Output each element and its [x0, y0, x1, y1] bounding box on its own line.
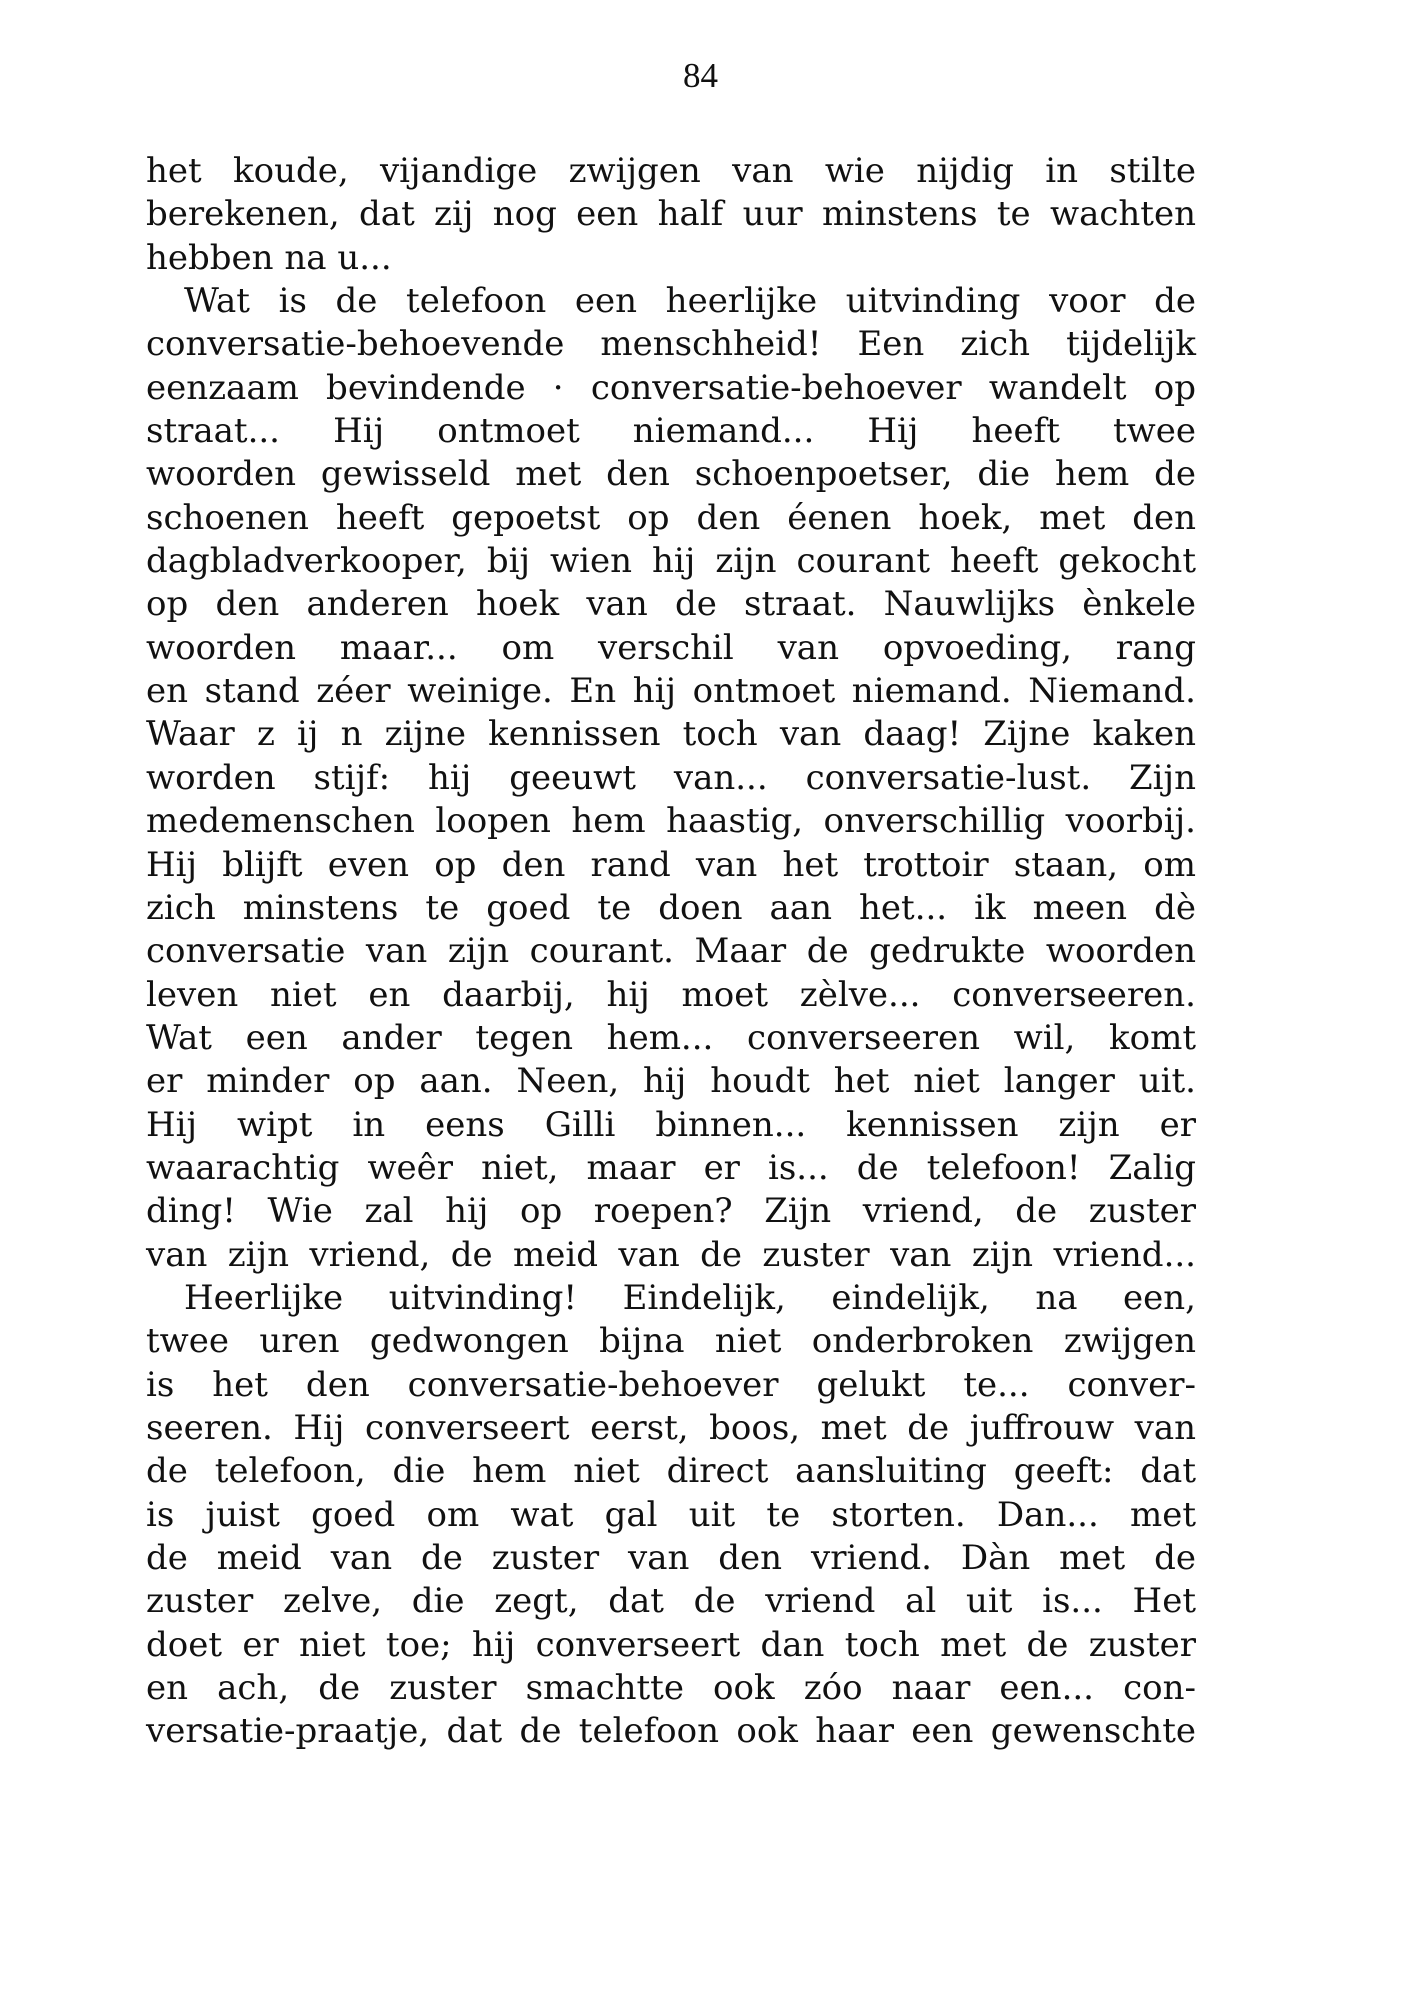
text-line: zuster zelve, die zegt, dat de vriend al uit is... Het: [146, 1581, 1196, 1622]
text-line: Hij wipt in eens Gilli binnen... kennissen zijn er: [146, 1104, 1196, 1145]
text-line: waarachtig weêr niet, maar er is... de telefoon! Zalig: [146, 1147, 1196, 1188]
text-line: berekenen, dat zij nog een half uur minstens te wachten: [146, 194, 1196, 235]
text-line: en stand zéer weinige. En hij ontmoet niemand. Niemand.: [146, 671, 1196, 712]
text-line: woorden maar... om verschil van opvoeding, rang: [146, 627, 1196, 668]
text-line: het koude, vijandige zwijgen van wie nijdig in stilte: [146, 151, 1196, 191]
text-line: woorden gewisseld met den schoenpoetser, die hem de: [146, 454, 1196, 495]
text-line: hebben na u...: [146, 237, 392, 278]
text-line: is juist goed om wat gal uit te storten. Dan... met: [146, 1494, 1196, 1535]
text-line: conversatie van zijn courant. Maar de gedrukte woorden: [146, 931, 1196, 972]
text-line: ding! Wie zal hij op roepen? Zijn vriend, de zuster: [146, 1191, 1196, 1232]
text-line: twee uren gedwongen bijna niet onderbroken zwijgen: [146, 1321, 1196, 1362]
text-line: zich minstens te goed te doen aan het... ik meen dè: [146, 887, 1196, 928]
text-line: medemenschen loopen hem haastig, onverschillig voorbij.: [146, 801, 1196, 842]
text-line: dagbladverkooper, bij wien hij zijn courant heeft gekocht: [146, 541, 1196, 582]
text-line: straat... Hij ontmoet niemand... Hij heeft twee: [146, 411, 1196, 452]
text-line: de meid van de zuster van den vriend. Dàn met de: [146, 1538, 1196, 1578]
text-line: Heerlijke uitvinding! Eindelijk, eindelijk, na een,: [184, 1277, 1196, 1318]
text-line: doet er niet toe; hij converseert dan toch met de zuster: [146, 1624, 1196, 1665]
text-line: is het den conversatie-behoever gelukt te... conver-: [146, 1364, 1196, 1405]
text-line: Wat een ander tegen hem... converseeren wil, komt: [146, 1017, 1196, 1058]
text-line: worden stijf: hij geeuwt van... conversatie-lust. Zijn: [146, 757, 1196, 798]
text-line: leven niet en daarbij, hij moet zèlve... converseeren.: [146, 974, 1196, 1015]
text-line: en ach, de zuster smachtte ook zóo naar een... con-: [146, 1668, 1196, 1709]
page-number: 84: [683, 56, 718, 95]
text-line: seeren. Hij converseert eerst, boos, met de juffrouw van: [146, 1407, 1196, 1448]
text-line: schoenen heeft gepoetst op den éenen hoek, met den: [146, 497, 1196, 538]
text-line: de telefoon, die hem niet direct aansluiting geeft: dat: [146, 1451, 1196, 1492]
text-line: Wat is de telefoon een heerlijke uitvinding voor de: [184, 281, 1196, 322]
text-line: Waar z ij n zijne kennissen toch van daag! Zijne kaken: [146, 714, 1196, 755]
text-line: versatie-praatje, dat de telefoon ook haar een gewenschte: [146, 1711, 1196, 1752]
text-line: Hij blijft even op den rand van het trottoir staan, om: [146, 844, 1196, 885]
body-text: [146, 150, 1196, 1754]
text-line: op den anderen hoek van de straat. Nauwlijks ènkele: [146, 584, 1196, 625]
text-line: er minder op aan. Neen, hij houdt het niet langer uit.: [146, 1061, 1196, 1102]
text-line: van zijn vriend, de meid van de zuster van zijn vriend...: [146, 1234, 1196, 1275]
text-line: eenzaam bevindende · conversatie-behoever wandelt op: [146, 367, 1196, 408]
text-line: conversatie-behoevende menschheid! Een zich tijdelijk: [146, 324, 1196, 365]
